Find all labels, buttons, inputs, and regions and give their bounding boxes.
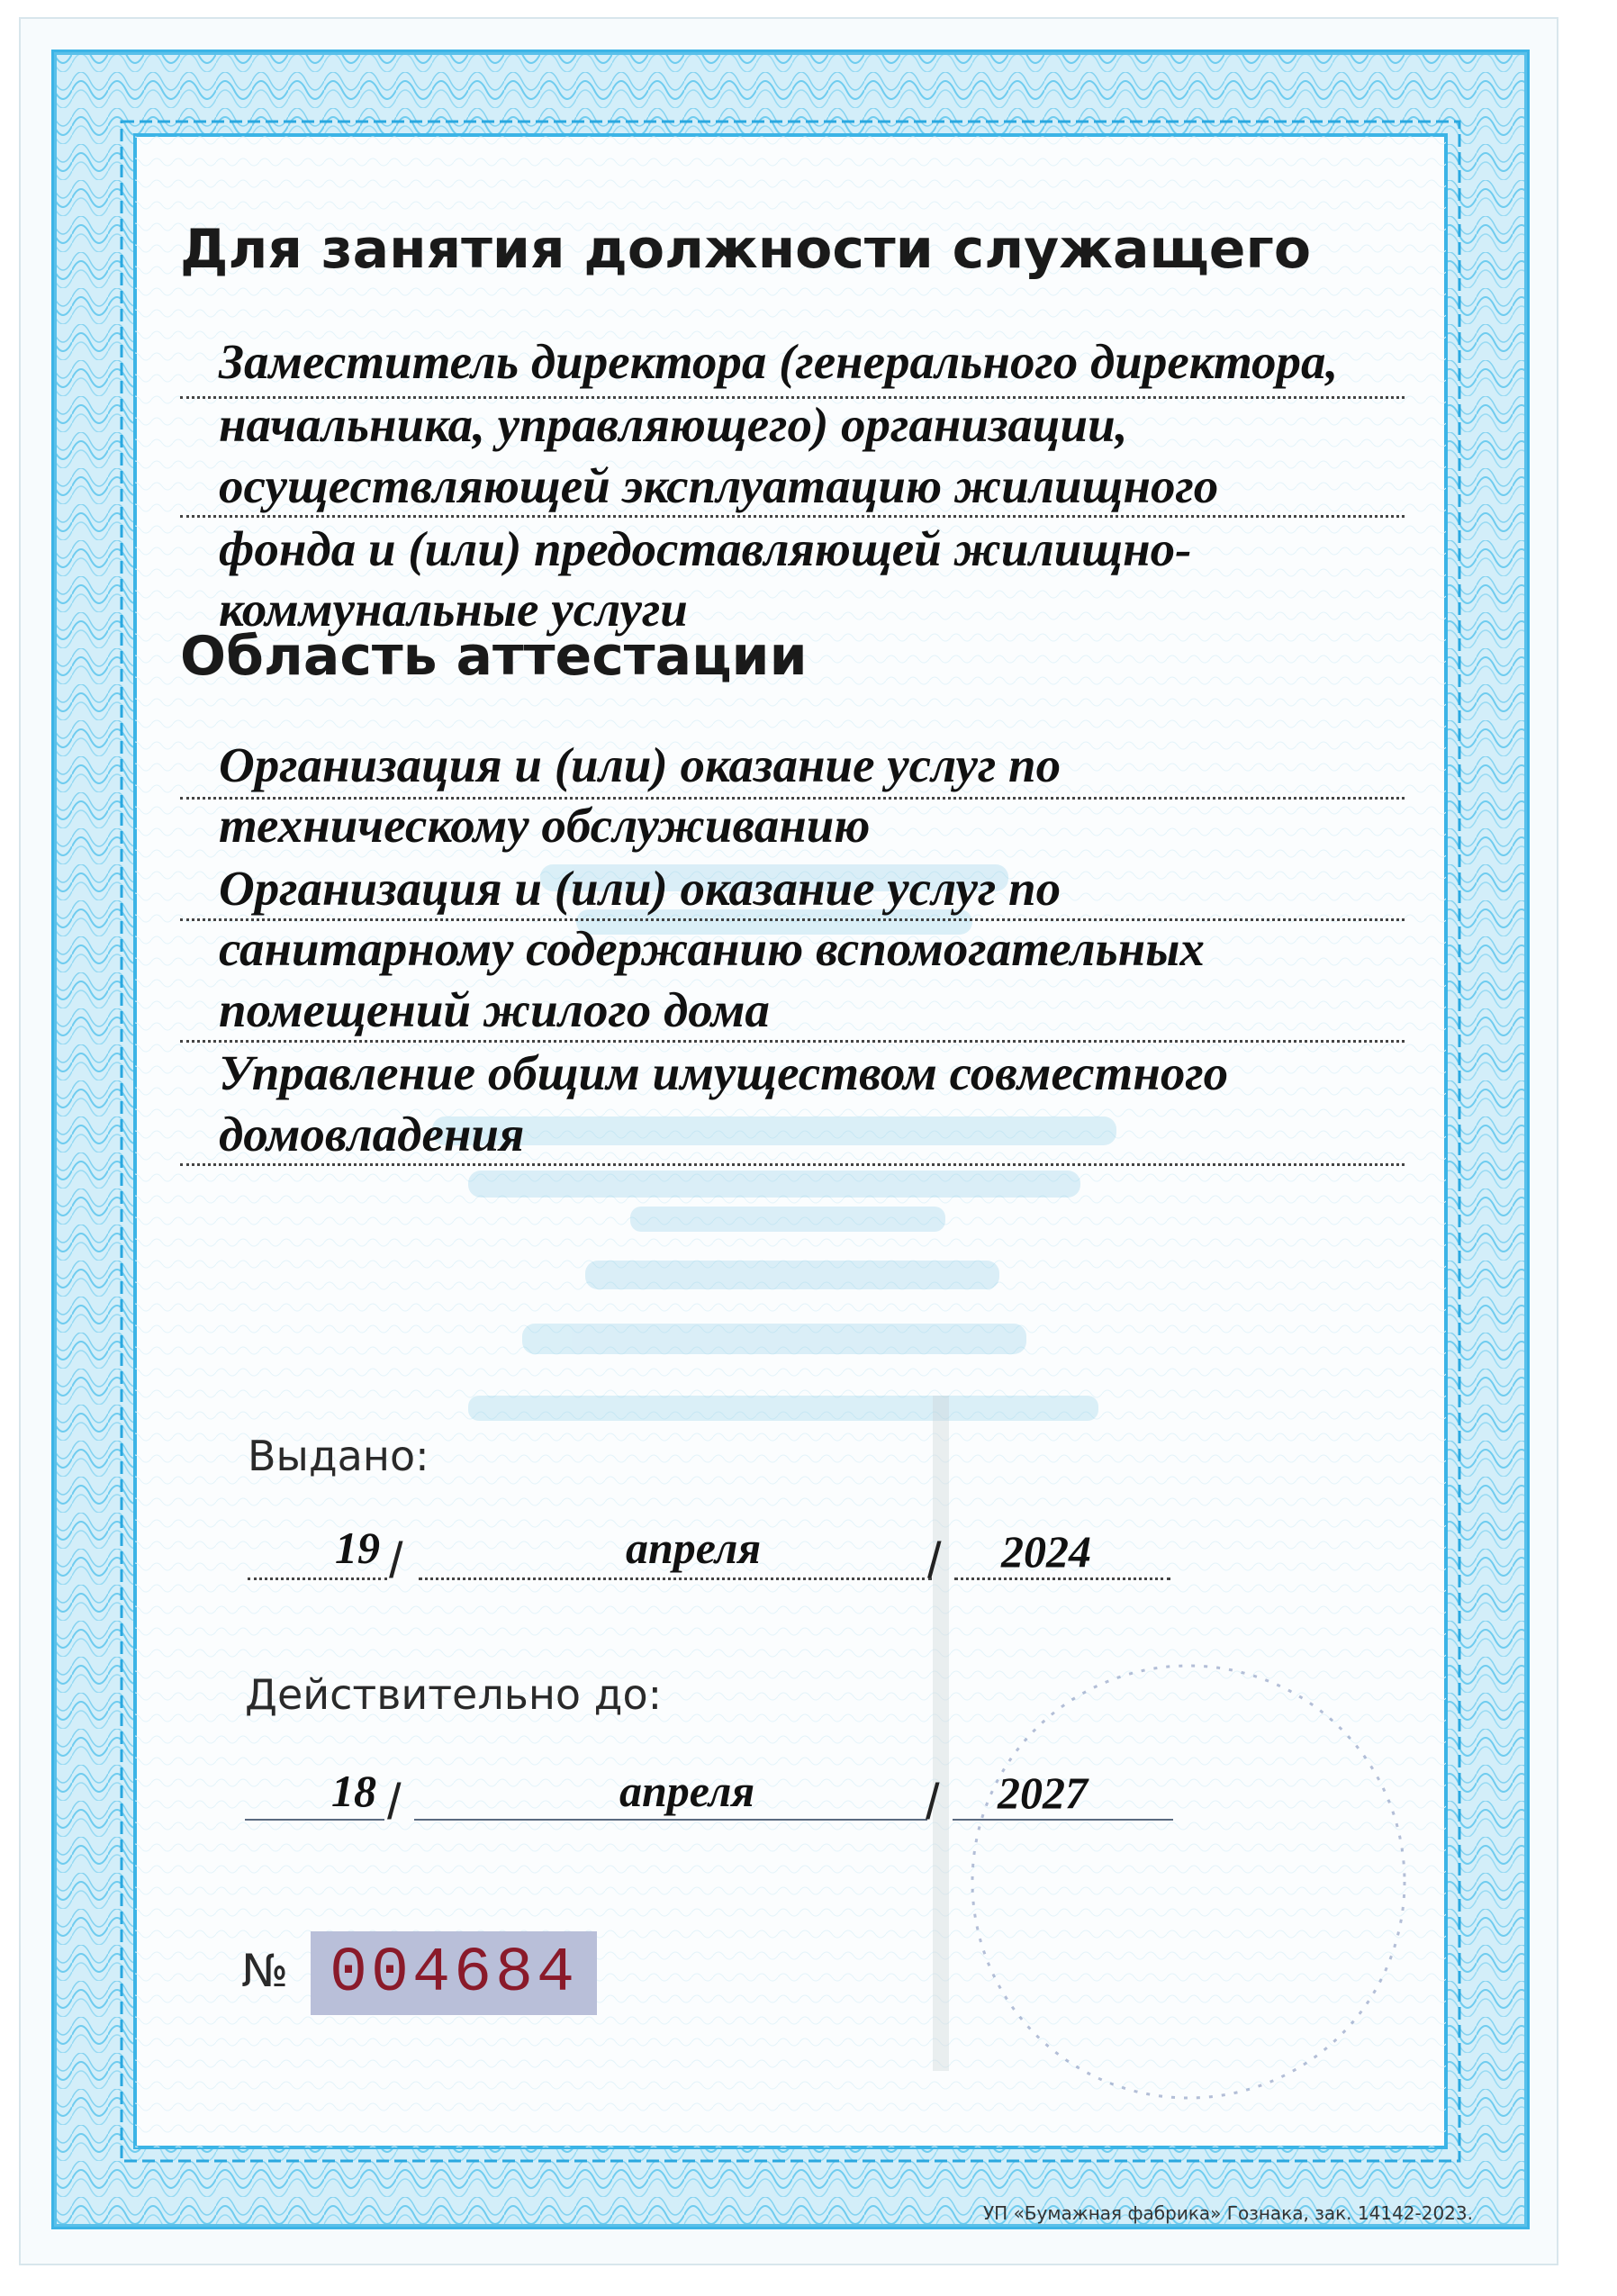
scope-heading: Область аттестации	[180, 625, 808, 688]
valid-year-rule	[953, 1819, 1173, 1821]
printer-imprint: УП «Бумажная фабрика» Гознака, зак. 14142-2023.	[982, 2202, 1473, 2224]
position-heading: Для занятия должности служащего	[180, 218, 1312, 281]
dotted-rule	[180, 515, 1405, 518]
issued-day: 19	[335, 1523, 380, 1573]
issued-year-rule	[954, 1577, 1170, 1580]
dotted-rule	[180, 1163, 1405, 1166]
dotted-rule	[180, 1040, 1405, 1043]
position-line-2: начальника, управляющего) организации,	[219, 397, 1128, 452]
valid-month: апреля	[619, 1766, 755, 1816]
position-line-3: осуществляющей эксплуатацию жилищного	[219, 458, 1219, 513]
position-line-1: Заместитель директора (генерального директора,	[219, 334, 1339, 389]
date-separator: /	[387, 1773, 402, 1830]
scope-line-1: Организация и (или) оказание услуг по	[219, 737, 1061, 792]
valid-day: 18	[331, 1766, 376, 1816]
issued-year: 2024	[1001, 1526, 1091, 1577]
position-line-4: фонда и (или) предоставляющей жилищно-	[219, 521, 1192, 576]
scope-line-3: Организация и (или) оказание услуг по	[219, 861, 1061, 916]
certificate-number: 004684	[329, 1939, 579, 2010]
issued-month: апреля	[626, 1523, 762, 1573]
position-line-5: коммунальные услуги	[219, 582, 688, 637]
scope-line-2: техническому обслуживанию	[219, 798, 871, 853]
date-separator: /	[926, 1773, 940, 1830]
issued-label: Выдано:	[248, 1432, 429, 1480]
issued-day-rule	[248, 1577, 387, 1580]
issued-month-rule	[419, 1577, 932, 1580]
scope-line-7: домовладения	[219, 1107, 525, 1162]
valid-month-rule	[414, 1819, 927, 1821]
valid-label: Действительно до:	[245, 1670, 663, 1719]
date-separator: /	[389, 1532, 403, 1588]
valid-year: 2027	[998, 1767, 1088, 1818]
number-sign: №	[241, 1945, 289, 1997]
scope-line-4: санитарному содержанию вспомогательных	[219, 921, 1205, 976]
scope-line-6: Управление общим имуществом совместного	[219, 1045, 1229, 1100]
date-separator: /	[927, 1532, 942, 1588]
scope-line-5: помещений жилого дома	[219, 982, 770, 1037]
valid-day-rule	[245, 1819, 384, 1821]
